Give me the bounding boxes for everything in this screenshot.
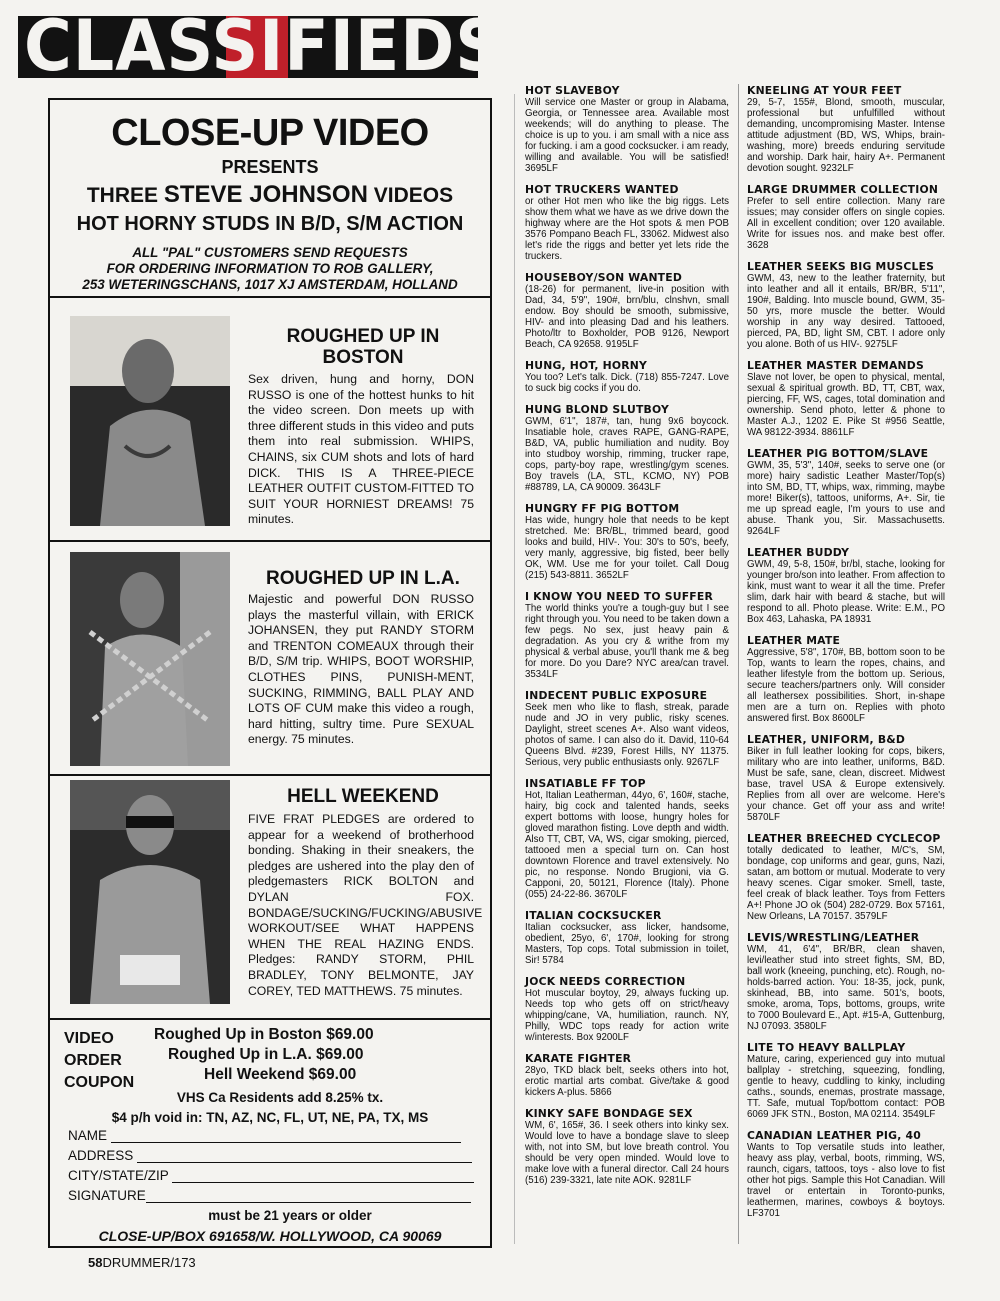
classified-heading: LEATHER BUDDY xyxy=(747,546,850,559)
classified-ad xyxy=(747,359,945,438)
classified-body: The world thinks you're a tough-guy but I see right through you. You need to be taken down a few pegs. No sex, just heavy pain & degradation. As you cry & writhe from my physical & verbal abuse, you'll thank me & beg for more. Do you Dare? NYC area/can travel. 3534LF xyxy=(525,603,729,680)
ad-presents: PRESENTS xyxy=(221,157,319,177)
classified-body: GWM, 43, new to the leather fraternity, but into leather and all it entails, BR/BR, 5'11", 190#, Balding. Into muscle bound, GWM, 35-50 yrs, more muscle the better. Would worship in any way desired. Tattooed, pierced, PA, BD, light SM, CBT. I adore only you alone. Both of us HIV-. 9275LF xyxy=(747,273,945,350)
classified-ad xyxy=(525,777,729,900)
classified-heading: HUNGRY FF PIG BOTTOM xyxy=(525,502,680,515)
classified-body: totally dedicated to leather, M/C's, SM, bondage, cop uniforms and gear, guns, Nazi, satan, am bottom or mutual. Moderate to very heavy scenes. Cigar smoker. Smell, taste, feel creak of black leather. Toys from Fetters A+! Phone JO ok (504) 282-0729. Box 57161, New Orleans, LA 70157. 3579LF xyxy=(747,845,945,922)
classified-heading: LEATHER MATE xyxy=(747,634,841,647)
classified-ad xyxy=(525,1052,729,1098)
column-rule xyxy=(738,84,739,1244)
classified-heading: HUNG, HOT, HORNY xyxy=(525,359,648,372)
banner-title: CLASSIFIEDS xyxy=(24,5,504,87)
classifieds-column-2 xyxy=(525,84,729,1195)
classified-body: Has wide, hungry hole that needs to be kept stretched. Me: BR/BL, trimmed beard, good looks and build, HIV-. You: 30's to 50's, beefy, very manly, aggressive, big fisted, beer belly OK, WM. Use me for your toilet. Call Doug (215) 543-8811. 3652LF xyxy=(525,515,729,581)
classified-body: Biker in full leather looking for cops, bikers, military who are into leather, uniforms, B&D. Must be safe, sane, clean, discreet. Midwest base, travel USA & Europe extensively. Replies from all over are welcome. Here's your chance. Get off your ass and write! 5870LF xyxy=(747,746,945,823)
city-state-zip-field[interactable]: CITY/STATE/ZIP xyxy=(68,1168,474,1183)
classified-heading: CANADIAN LEATHER PIG, 40 xyxy=(747,1129,921,1142)
classified-ad xyxy=(747,84,945,174)
coupon-heading: VIDEO ORDER COUPON xyxy=(64,1030,135,1091)
classified-ad xyxy=(747,260,945,350)
classified-body: WM, 6', 165#, 36. I seek others into kinky sex. Would love to have a bondage slave to sleep with, not into SM, but love breath control. You should be very open minded. Would love to make love with a funeral director. Call 24 hours (516) 239-3321, late nite AOK. 9281LF xyxy=(525,1120,729,1186)
classified-body: You too? Let's talk. Dick. (718) 855-7247. Love to suck big cocks if you do. xyxy=(525,372,729,394)
film-photo-hell-weekend xyxy=(70,780,230,1004)
classified-body: Hot muscular boytoy, 29, always fucking up. Needs top who gets off on strict/heavy whipping/cane, VA, humiliation, raunch. NY, Philly, WDC tops ready for action write w/interests. Box 9200LF xyxy=(525,988,729,1043)
classified-ad xyxy=(747,832,945,922)
classified-ad xyxy=(525,403,729,493)
classified-body: Slave not lover, be open to physical, mental, sexual & spiritual growth. BD, TT, CBT, wax, piercing, FF, WS, cages, total domination and ownership. Send photo, letter & phone to Master A.J., 1202 E. Pike St #956 Seattle, WA 98122-3934. 8861LF xyxy=(747,372,945,438)
classified-body: GWM, 35, 5'3", 140#, seeks to serve one (or more) hairy sadistic Leather Master/Top(s) into SM, BD, TT, whips, wax, rimming, maybe more! Biker(s), tattoos, uniforms, A+. Sir, tie me up spread eagle, I'm yours to use and abuse. Thank you, Sir. Massachusetts. 9264LF xyxy=(747,460,945,537)
ad-header xyxy=(50,100,490,298)
page-number: 58 xyxy=(88,1255,103,1270)
classified-heading: HOT TRUCKERS WANTED xyxy=(525,183,679,196)
coupon-age-notice: must be 21 years or older xyxy=(208,1208,372,1223)
classified-body: 29, 5-7, 155#, Blond, smooth, muscular, professional but unfulfilled without demanding, uncompromising Master. Intense attitude adjustment (BD, WS, Whips, brain-washing, more) breeds enduring servitude and worship. Dark hair, hairy A+. Permanent devotion sought. 9232LF xyxy=(747,97,945,174)
column-rule xyxy=(514,94,515,1244)
classified-body: Seek men who like to flash, streak, parade nude and JO in very public, risky scenes. Daylight, street scenes A+. Also want videos, photos of same. I can also do it. David, 110-64 Queens Blvd. #239, Forest Hills, NY 11375. Serious, very public enthusiasts only. 9267LF xyxy=(525,702,729,768)
film-photo-boston xyxy=(70,316,230,526)
coupon-vhs-tax: VHS Ca Residents add 8.25% tx. xyxy=(176,1090,384,1105)
coupon-item-hell-weekend[interactable]: Hell Weekend $69.00 xyxy=(204,1066,357,1083)
classified-heading: LITE TO HEAVY BALLPLAY xyxy=(747,1041,906,1054)
film-block-la xyxy=(50,542,490,774)
classified-heading: LEATHER, UNIFORM, B&D xyxy=(747,733,906,746)
classified-ad xyxy=(525,183,729,262)
issue-label: DRUMMER/173 xyxy=(102,1255,196,1270)
coupon-shipping: $4 p/h void in: TN, AZ, NC, FL, UT, NE, PA, TX, MS xyxy=(111,1110,429,1125)
classified-ad xyxy=(525,590,729,680)
classified-ad xyxy=(525,975,729,1043)
classified-heading: JOCK NEEDS CORRECTION xyxy=(525,975,686,988)
classified-ad xyxy=(747,447,945,537)
classified-ad xyxy=(525,909,729,966)
video-order-coupon xyxy=(50,1018,490,1248)
film-block-boston xyxy=(50,298,490,540)
classified-heading: LEATHER SEEKS BIG MUSCLES xyxy=(747,260,935,273)
ad-three-videos: THREE STEVE JOHNSON VIDEOS xyxy=(86,181,454,208)
ad-company: CLOSE-UP VIDEO xyxy=(111,112,429,154)
classified-body: or other Hot men who like the big riggs. Lets show them what we have as we drive down the highway where are the Hot spots & men POB 3576 Pompano Beach FL, 33062. Midwest also let's ride the riggs and better yet lets ride the truckers. xyxy=(525,196,729,262)
coupon-item-la[interactable]: Roughed Up in L.A. $69.00 xyxy=(168,1046,364,1063)
classified-ad xyxy=(747,634,945,724)
classified-heading: LARGE DRUMMER COLLECTION xyxy=(747,183,939,196)
film-block-hell-weekend xyxy=(50,776,490,1018)
address-field[interactable]: ADDRESS xyxy=(68,1148,472,1163)
signature-field[interactable]: SIGNATURE xyxy=(68,1188,471,1203)
page-footer xyxy=(88,1255,196,1270)
classified-heading: KNEELING AT YOUR FEET xyxy=(747,84,902,97)
classified-ad xyxy=(525,502,729,581)
classified-heading: LEVIS/WRESTLING/LEATHER xyxy=(747,931,920,944)
classified-ad xyxy=(525,359,729,394)
classified-heading: LEATHER PIG BOTTOM/SLAVE xyxy=(747,447,929,460)
classified-body: GWM, 49, 5-8, 150#, br/bl, stache, looking for younger bro/son into leather. From affection to kink, must want to wear it all the time. Prefer slim, dark hair with beard & stache, but will respond to all. Photo please. Write: E.M., PO Box 463, Lahaska, PA 18931 xyxy=(747,559,945,625)
classifieds-banner xyxy=(18,5,504,87)
classified-body: GWM, 6'1", 187#, tan, hung 9x6 boycock. Insatiable hole, craves RAPE, GANG-RAPE, B&D, VA, public humiliation and nudity. Boy into studboy worship, rimming, trucker rape, cops, party-boy rape, wrestling/gym scenes. Boy travels (LA, STL, KCMO, NY) POB #88789, LA, CA 90009. 3643LF xyxy=(525,416,729,493)
classified-heading: ITALIAN COCKSUCKER xyxy=(525,909,662,922)
coupon-mail-address: CLOSE-UP/BOX 691658/W. HOLLYWOOD, CA 90069 xyxy=(98,1228,442,1244)
classified-heading: LEATHER MASTER DEMANDS xyxy=(747,359,924,372)
classified-ad xyxy=(747,733,945,823)
classified-body: Prefer to sell entire collection. Many rare issues; may consider offers on single copies. All in excellent condition; over 120 available. Write for issues nos. and make best offer. 3628 xyxy=(747,196,945,251)
film-desc-la: Majestic and powerful DON RUSSO plays the masterful villain, with ERICK JOHANSEN, they put RANDY STORM and TRENTON COMEAUX through their B/D, S/M trip. WHIPS, BOOT WORSHIP, CLOTHES PINS, PUNISH-MENT, SUCKING, RIMMING, BALL PLAY AND LOTS OF CUM make this video a rough, hard hitting, sultry time. Pure SEXUAL energy. 75 minutes. xyxy=(248,592,474,747)
coupon-item-boston[interactable]: Roughed Up in Boston $69.00 xyxy=(154,1026,374,1043)
ad-tagline: HOT HORNY STUDS IN B/D, S/M ACTION xyxy=(76,213,464,235)
classified-heading: KARATE FIGHTER xyxy=(525,1052,632,1065)
classified-body: Italian cocksucker, ass licker, handsome, obedient, 25yo, 6', 170#, looking for strong Masters, Top cops. Total submission in toilet, Sir! 5784 xyxy=(525,922,729,966)
ad-pal-notice: ALL "PAL" CUSTOMERS SEND REQUESTS FOR ORDERING INFORMATION TO ROB GALLERY, 253 WETERINGSCHANS, 1017 XJ AMSTERDAM, HOLLAND xyxy=(82,245,458,292)
classified-ad xyxy=(525,84,729,174)
classified-body: WM, 41, 6'4", BR/BR, clean shaven, levi/leather stud into street fights, SM, BD, ball work (kneeing, punching, etc). Rough, no-holds-barred action. You: 18-35, jock, punk, skinhead, BB, into same. 501's, boots, smoke, aroma, Tops, bottoms, groups, write to 7000 Boulevard E., Apt. #15-A, Guttenburg, NJ 07093. 3580LF xyxy=(747,944,945,1032)
classified-heading: INDECENT PUBLIC EXPOSURE xyxy=(525,689,708,702)
film-title-la: ROUGHED UP IN L.A. xyxy=(266,568,460,589)
classified-heading: HOUSEBOY/SON WANTED xyxy=(525,271,682,284)
film-desc-hell-weekend: FIVE FRAT PLEDGES are ordered to appear for a weekend of brotherhood bonding. Shaking in their sneakers, the pledges are ushered into the play den of pledgemasters RICK BOLTON and DYLAN FOX. BONDAGE/SUCKING/FUCKING/ABUSIVE WORKOUT/SEE WHAT HAPPENS WHEN THE REAL HAZING ENDS. Pledges: RANDY STORM, PHIL BRADLEY, TONY BELMONTE, JAY COREY, TED MATTHEWS. 75 minutes. xyxy=(248,812,483,998)
classified-ad xyxy=(525,271,729,350)
classified-ad xyxy=(747,1041,945,1120)
classified-heading: HOT SLAVEBOY xyxy=(525,84,620,97)
film-title-hell-weekend: HELL WEEKEND xyxy=(287,786,439,807)
film-photo-la xyxy=(70,552,230,766)
classified-heading: INSATIABLE FF TOP xyxy=(525,777,646,790)
classified-ad xyxy=(525,1107,729,1186)
close-up-video-ad xyxy=(48,98,492,1248)
classified-ad xyxy=(525,689,729,768)
classifieds-column-3 xyxy=(747,84,945,1228)
classified-body: 28yo, TKD black belt, seeks others into hot, erotic martial arts combat. Give/take & good kickers A-plus. 5866 xyxy=(525,1065,729,1098)
name-field[interactable]: NAME xyxy=(68,1128,461,1143)
classified-body: Hot, Italian Leatherman, 44yo, 6', 160#, stache, hairy, big cock and talented hands, seeks expert bottoms with loose, hungry holes for gloved marathon fisting. Love depth and width. Also TT, CBT, VA, WS, cigar smoking, pierced, tattooed men a special turn on. Can host downtown Florence and travel extensively. No pic, no response. Nondo Brugioni, via G. Capponi, 20, 50121, Florence (Italy). Phone (055) 24-22-86. 3670LF xyxy=(525,790,729,900)
classified-heading: HUNG BLOND SLUTBOY xyxy=(525,403,669,416)
classified-ad xyxy=(747,931,945,1032)
classified-body: Wants to Top versatile studs into leather, heavy ass play, verbal, boots, rimming, WS, raunch, cigars, tattoos, toys - also love to fist other hot pigs. Sample this Hot Canadian. Will travel or entertain in Toronto-punks, leathermen, marines, cowboys & boytoys. LF3701 xyxy=(747,1142,945,1219)
film-desc-boston: Sex driven, hung and horny, DON RUSSO is one of the hottest hunks to hit the video screen. Don meets up with three different studs in this video and puts them into real submission. WHIPS, CHAINS, six CUM shots and lots of hard DICK. THIS IS A THREE-PIECE LEATHER OUTFIT CUSTOM-FITTED TO SUIT YOUR HORNIEST DREAMS! 75 minutes. xyxy=(248,372,474,527)
classified-heading: KINKY SAFE BONDAGE SEX xyxy=(525,1107,693,1120)
classified-ad xyxy=(747,183,945,251)
classified-ad xyxy=(747,1129,945,1219)
classified-body: Aggressive, 5'8", 170#, BB, bottom soon to be Top, wants to learn the ropes, chains, and leather lifestyle from the bottom up. Serious, secure teachers/partners only. Will consider all leathersex possibilities. Short, in-shape men are a turn on. Replies with photo answered first. Box 8600LF xyxy=(747,647,945,724)
classified-body: Will service one Master or group in Alabama, Georgia, or Tennessee area. Available most weekends; will do anything to please. The choice is up to you. i am small with a nice ass for fucking. i am a good cocksucker. i am ready, willing and available. You will be satisfied! 3695LF xyxy=(525,97,729,174)
film-title-boston: ROUGHED UP IN BOSTON xyxy=(286,326,440,368)
classified-heading: I KNOW YOU NEED TO SUFFER xyxy=(525,590,713,603)
classified-body: Mature, caring, experienced guy into mutual ballplay - stretching, squeezing, fondling, gentle to heavy, cuddling to kinky, including caths., sounds, enemas, prostrate massage, TT. Safe, mutual Top/bottom contact: POB 6069 JFK STN., Boston, MA 02114. 3549LF xyxy=(747,1054,945,1120)
classified-heading: LEATHER BREECHED CYCLECOP xyxy=(747,832,941,845)
classified-ad xyxy=(747,546,945,625)
classified-body: (18-26) for permanent, live-in position with Dad, 34, 5'9", 190#, brn/blu, clnshvn, small endow. Boy should be smooth, submissive, HIV- and into pleasing Dad and his leathers. Photo/ltr to Boxholder, POB 9126, Newport Beach, CA 92658. 9195LF xyxy=(525,284,729,350)
